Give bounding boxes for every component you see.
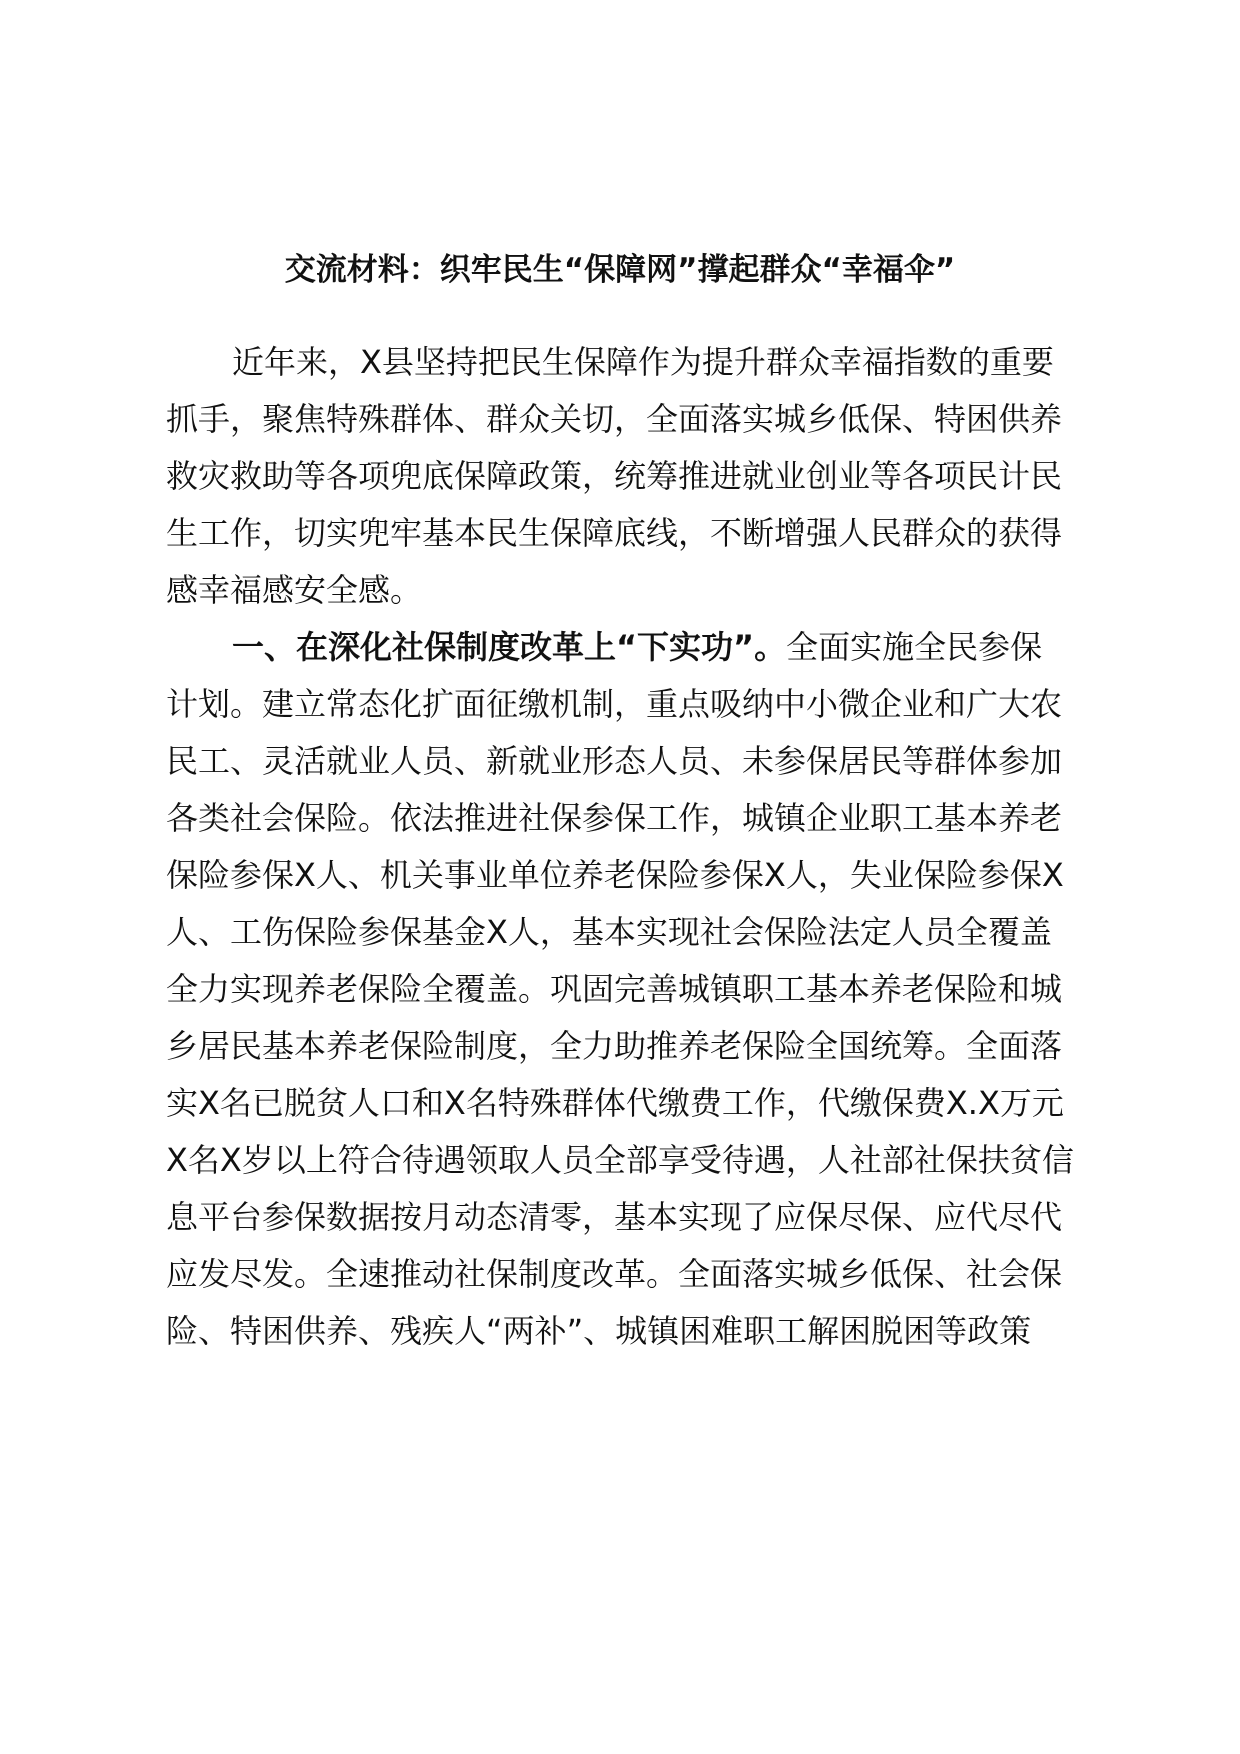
section1-heading: 一、在深化社保制度改革上“下实功”。 <box>232 628 787 666</box>
section1-line-12: 应发尽发。全速推动社保制度改革。全面落实城乡低保、社会保 <box>166 1255 1063 1293</box>
intro-line-5: 感幸福感安全感。 <box>166 571 423 609</box>
document-title: 交流材料：织牢民生“保障网”撑起群众“幸福伞” <box>284 252 956 288</box>
section1-line-6: 人、工伤保险参保基金X人，基本实现社会保险法定人员全覆盖 <box>166 913 1052 951</box>
section1-line-2: 计划。建立常态化扩面征缴机制，重点吸纳中小微企业和广大农 <box>166 685 1063 723</box>
section1-line-8: 乡居民基本养老保险制度，全力助推养老保险全国统筹。全面落 <box>166 1027 1063 1065</box>
section1-line-10: X名X岁以上符合待遇领取人员全部享受待遇，人社部社保扶贫信 <box>166 1141 1074 1179</box>
section1-line-7: 全力实现养老保险全覆盖。巩固完善城镇职工基本养老保险和城 <box>166 970 1063 1008</box>
section1-line-5: 保险参保X人、机关事业单位养老保险参保X人，失业保险参保X <box>166 856 1064 894</box>
section1-line-9: 实X名已脱贫人口和X名特殊群体代缴费工作，代缴保费X.X万元 <box>166 1084 1064 1122</box>
intro-line-2: 抓手，聚焦特殊群体、群众关切，全面落实城乡低保、特困供养 <box>166 400 1063 438</box>
section1-line-11: 息平台参保数据按月动态清零，基本实现了应保尽保、应代尽代 <box>166 1198 1063 1236</box>
section1-line-13: 险、特困供养、残疾人“两补”、城镇困难职工解困脱困等政策 <box>166 1312 1032 1350</box>
section1-first-line-rest: 全面实施全民参保 <box>786 628 1043 666</box>
section1-line-4: 各类社会保险。依法推进社保参保工作，城镇企业职工基本养老 <box>166 799 1063 837</box>
section1-line-3: 民工、灵活就业人员、新就业形态人员、未参保居民等群体参加 <box>166 742 1063 780</box>
intro-line-1: 近年来，X县坚持把民生保障作为提升群众幸福指数的重要 <box>232 343 1054 381</box>
intro-line-4: 生工作，切实兜牢基本民生保障底线，不断增强人民群众的获得 <box>166 514 1063 552</box>
intro-line-3: 救灾救助等各项兜底保障政策，统筹推进就业创业等各项民计民 <box>166 457 1063 495</box>
section1-first-line <box>232 615 1106 679</box>
